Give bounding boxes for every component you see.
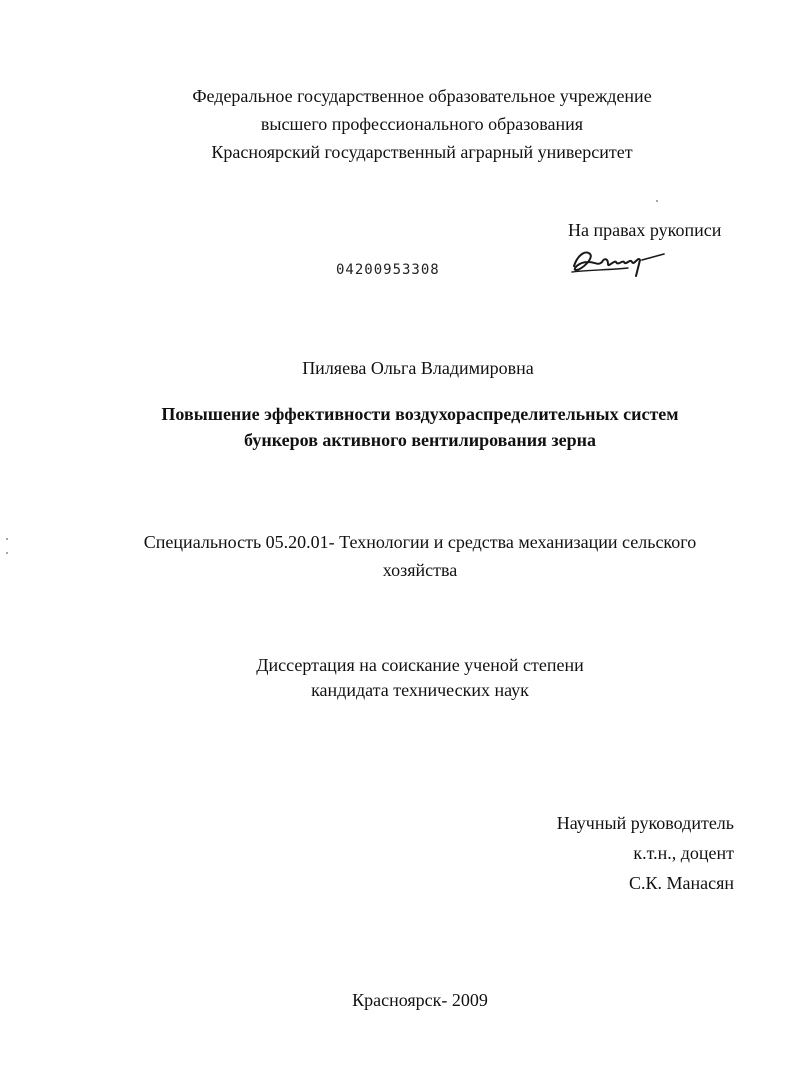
thesis-title-line-1: Повышение эффективности воздухораспределительных систем xyxy=(161,404,679,424)
scan-speck xyxy=(6,538,8,540)
specialty-line-1: Специальность 05.20.01- Технологии и средства механизации сельского xyxy=(143,532,697,552)
specialty xyxy=(24,528,792,584)
author-name: Пиляева Ольга Владимировна xyxy=(302,358,534,378)
supervisor-name: С.К. Манасян xyxy=(628,873,734,893)
supervisor-role: Научный руководитель xyxy=(556,813,734,833)
registration-code: 04200953308 xyxy=(336,262,440,278)
supervisor-block xyxy=(557,808,734,898)
scan-speck xyxy=(6,552,8,554)
institution-line-3: Красноярский государственный аграрный университет xyxy=(211,142,633,162)
scan-speck xyxy=(656,200,658,202)
thesis-title-line-2: бункеров активного вентилирования зерна xyxy=(244,430,596,450)
institution-header xyxy=(26,82,792,166)
institution-line-2: высшего профессионального образования xyxy=(260,114,584,134)
supervisor-rank: к.т.н., доцент xyxy=(633,843,734,863)
thesis-title xyxy=(24,401,792,453)
institution-line-1: Федеральное государственное образовательное учреждение xyxy=(192,86,652,106)
city-year: Красноярск- 2009 xyxy=(352,990,488,1010)
specialty-line-2: хозяйства xyxy=(382,560,458,580)
degree-statement xyxy=(24,653,792,703)
degree-line-2: кандидата технических наук xyxy=(311,680,529,700)
manuscript-rights-note: На правах рукописи xyxy=(568,220,722,240)
degree-line-1: Диссертация на соискание ученой степени xyxy=(256,655,584,675)
handwritten-signature-icon xyxy=(568,240,688,280)
